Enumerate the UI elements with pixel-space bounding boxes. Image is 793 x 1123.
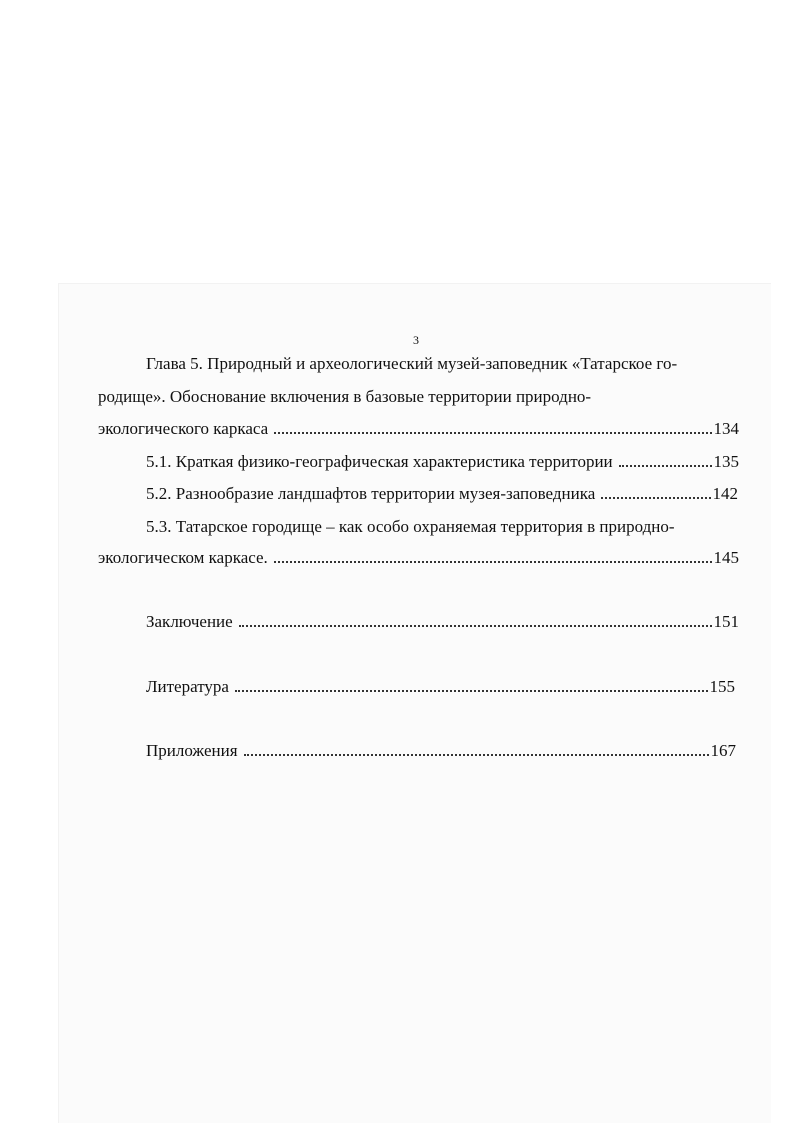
toc-entry-conclusion — [146, 612, 739, 632]
literature-title: Литература — [146, 677, 229, 696]
toc-entry-5-1 — [146, 452, 739, 472]
section-5-1-page: 135 — [713, 452, 739, 471]
dot-leader — [239, 624, 712, 627]
section-5-1-title: 5.1. Краткая физико-географическая характеристика территории — [146, 452, 613, 471]
section-5-3-page: 145 — [713, 548, 739, 567]
section-5-3-title-line-1: 5.3. Татарское городище – как особо охраняемая территория в природно- — [146, 517, 675, 536]
scanned-page-area — [58, 283, 771, 1123]
dot-leader — [235, 689, 708, 692]
dot-leader — [244, 753, 709, 756]
chapter-5-page: 134 — [713, 419, 739, 438]
page-number: 3 — [413, 333, 419, 347]
section-5-2-title: 5.2. Разнообразие ландшафтов территории музея-заповедника — [146, 484, 596, 503]
toc-entry-chapter-5 — [98, 419, 739, 439]
conclusion-page: 151 — [713, 612, 739, 631]
appendices-page: 167 — [710, 741, 736, 760]
chapter-5-title-line-3: экологического каркаса — [98, 419, 269, 438]
chapter-5-title-line-2: родище». Обоснование включения в базовые территории природно- — [98, 387, 592, 406]
section-5-2-page: 142 — [712, 484, 738, 503]
appendices-title: Приложения — [146, 741, 238, 760]
toc-entry-appendices — [146, 741, 736, 761]
chapter-5-title-line-1: Глава 5. Природный и археологический музей-заповедник «Татарское го- — [146, 354, 678, 373]
toc-entry-5-3 — [98, 548, 739, 568]
toc-entry-5-2 — [146, 484, 738, 504]
literature-page: 155 — [709, 677, 735, 696]
dot-leader — [274, 560, 712, 563]
dot-leader — [619, 464, 712, 467]
toc-entry-literature — [146, 677, 735, 697]
conclusion-title: Заключение — [146, 612, 233, 631]
section-5-3-title-line-2: экологическом каркасе. — [98, 548, 268, 567]
dot-leader — [601, 496, 710, 499]
dot-leader — [274, 431, 711, 434]
